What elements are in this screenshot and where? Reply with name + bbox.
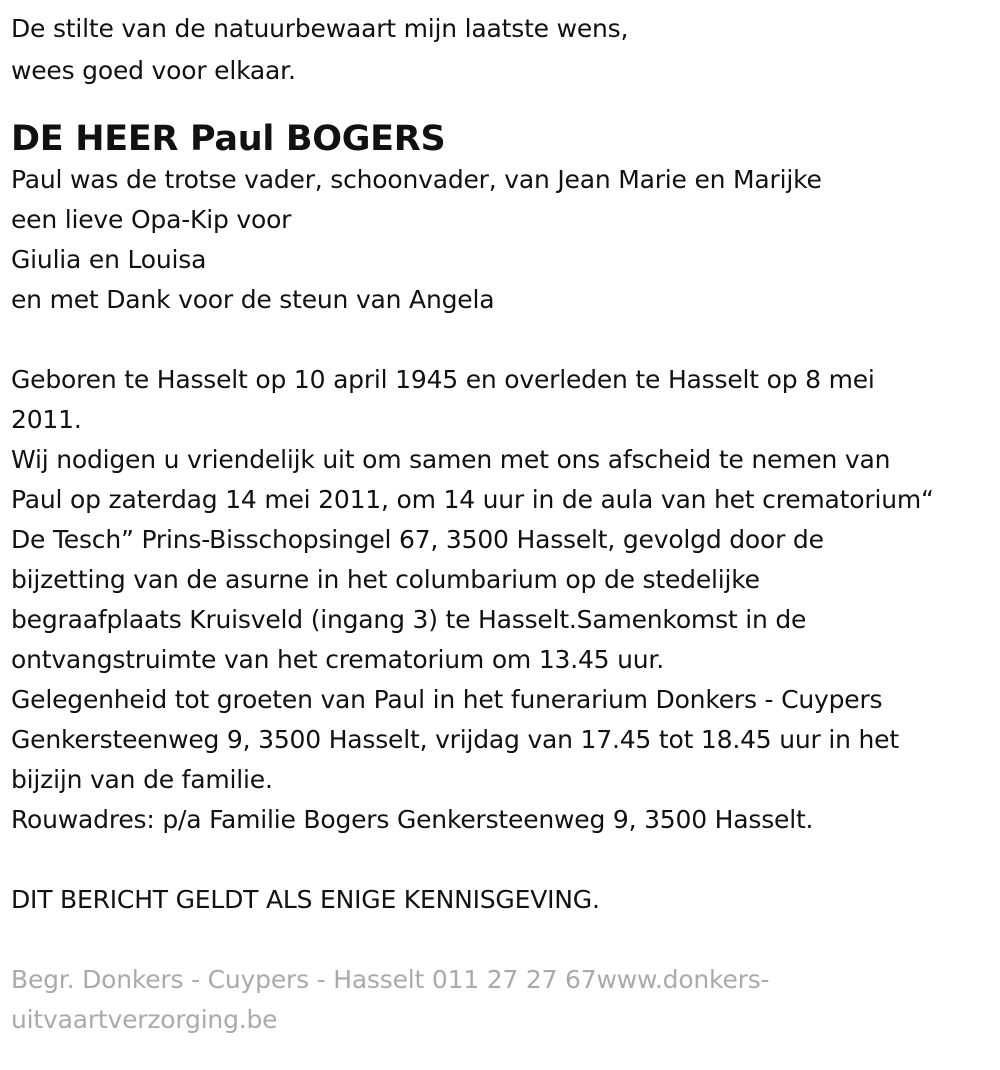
- details-line: ontvangstruimte van het crematorium om 13.45 uur.: [11, 645, 664, 674]
- details-line: bijzetting van de asurne in het columbarium op de stedelijke: [11, 565, 760, 594]
- notice-text: DIT BERICHT GELDT ALS ENIGE KENNISGEVING.: [11, 885, 600, 914]
- quote-block: [11, 8, 991, 92]
- deceased-name: DE HEER Paul BOGERS: [11, 119, 446, 159]
- family-line: Giulia en Louisa: [11, 245, 207, 274]
- obituary-notice: [11, 8, 991, 1040]
- spacer: [11, 320, 991, 360]
- details-line: Genkersteenweg 9, 3500 Hasselt, vrijdag van 17.45 tot 18.45 uur in het: [11, 725, 899, 754]
- footer-block: [11, 960, 991, 1040]
- quote-line: wees goed voor elkaar.: [11, 56, 296, 85]
- footer-line: Begr. Donkers - Cuypers - Hasselt 011 27 27 67www.donkers-: [11, 965, 770, 994]
- family-block: [11, 160, 991, 320]
- spacer: [11, 840, 991, 880]
- details-line: Rouwadres: p/a Familie Bogers Genkersteenweg 9, 3500 Hasselt.: [11, 805, 814, 834]
- details-block: [11, 360, 991, 840]
- details-line: Gelegenheid tot groeten van Paul in het funerarium Donkers - Cuypers: [11, 685, 883, 714]
- quote-line: De stilte van de natuurbewaart mijn laatste wens,: [11, 14, 629, 43]
- family-line: en met Dank voor de steun van Angela: [11, 285, 495, 314]
- details-line: 2011.: [11, 405, 82, 434]
- family-line: Paul was de trotse vader, schoonvader, van Jean Marie en Marijke: [11, 165, 822, 194]
- details-line: Wij nodigen u vriendelijk uit om samen met ons afscheid te nemen van: [11, 445, 891, 474]
- details-line: Paul op zaterdag 14 mei 2011, om 14 uur in de aula van het crematorium“: [11, 485, 934, 514]
- details-line: Geboren te Hasselt op 10 april 1945 en overleden te Hasselt op 8 mei: [11, 365, 875, 394]
- details-line: begraafplaats Kruisveld (ingang 3) te Hasselt.Samenkomst in de: [11, 605, 807, 634]
- details-line: bijzijn van de familie.: [11, 765, 273, 794]
- details-line: De Tesch” Prins-Bisschopsingel 67, 3500 Hasselt, gevolgd door de: [11, 525, 824, 554]
- family-line: een lieve Opa-Kip voor: [11, 205, 292, 234]
- footer-line: uitvaartverzorging.be: [11, 1005, 278, 1034]
